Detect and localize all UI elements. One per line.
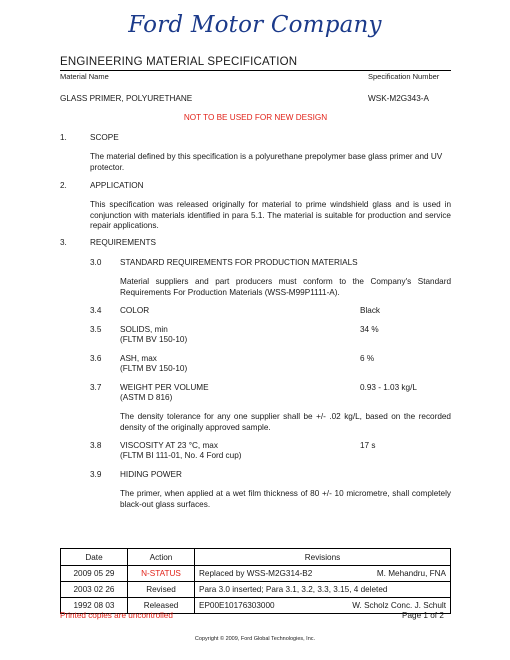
table-row <box>61 566 451 582</box>
column-header: Revisions <box>195 549 451 566</box>
section-number: 2. <box>60 181 67 190</box>
req-title: WEIGHT PER VOLUME <box>120 383 209 392</box>
revisions-table <box>60 548 451 614</box>
section-number: 1. <box>60 133 67 142</box>
req-number: 3.9 <box>90 470 102 479</box>
req-title: ASH, max <box>120 354 157 363</box>
revision-text: Para 3.0 inserted; Para 3.1, 3.2, 3.3, 3.15, 4 deleted <box>199 585 388 594</box>
req-number: 3.7 <box>90 383 102 392</box>
req-title: SOLIDS, min <box>120 325 168 334</box>
req-title: HIDING POWER <box>120 470 182 479</box>
req-number: 3.4 <box>90 306 102 315</box>
req-text: Material suppliers and part producers must conform to the Company's Standard Requirements For Production Materials (WSS-M99P1111-A). <box>120 277 451 297</box>
section-title: REQUIREMENTS <box>90 238 156 247</box>
req-number: 3.5 <box>90 325 102 334</box>
column-header: Action <box>128 549 195 566</box>
section-text: This specification was released originally for material to prime windshield glass and is used in conjunction with materials identified in para 5.1. The material is suitable for production and service repair applications. <box>90 200 451 231</box>
req-text: The primer, when applied at a wet film thickness of 80 +/- 10 micrometre, shall completely black-out glass surfaces. <box>120 489 451 509</box>
req-value: Black <box>360 306 381 315</box>
revision-cell <box>195 566 451 582</box>
uncontrolled-notice: Printed copies are uncontrolled <box>60 611 173 620</box>
req-method: (FLTM BV 150-10) <box>120 364 188 373</box>
copyright: Copyright © 2009, Ford Global Technologies, Inc. <box>194 636 316 642</box>
req-number: 3.0 <box>90 258 102 267</box>
revision-signer: W. Scholz Conc. J. Schult <box>352 601 446 610</box>
req-method: (FLTM BV 150-10) <box>120 335 188 344</box>
revision-text: EP00E10176303000 <box>199 601 275 610</box>
req-value: 0.93 - 1.03 kg/L <box>360 383 417 392</box>
req-title: VISCOSITY AT 23 °C, max <box>120 441 218 450</box>
status-warning: NOT TO BE USED FOR NEW DESIGN <box>183 113 328 122</box>
header-rule <box>60 70 451 71</box>
req-value: 6 % <box>360 354 375 363</box>
req-value: 34 % <box>360 325 379 334</box>
req-title: COLOR <box>120 306 150 315</box>
column-header: Date <box>61 549 128 566</box>
page-number: Page 1 of 2 <box>402 611 444 620</box>
section-title: APPLICATION <box>90 181 144 190</box>
req-method: (ASTM D 816) <box>120 393 173 402</box>
revision-action: N-STATUS <box>128 566 195 582</box>
revision-action: Revised <box>128 582 195 598</box>
revision-date: 2003 02 26 <box>61 582 128 598</box>
revision-signer: M. Mehandru, FNA <box>376 569 446 578</box>
material-name: GLASS PRIMER, POLYURETHANE <box>60 94 193 103</box>
ford-logo: Ford Motor Company <box>128 12 382 38</box>
revision-date: 2009 05 29 <box>61 566 128 582</box>
table-row <box>61 582 451 598</box>
revision-cell <box>195 582 451 598</box>
material-name-label: Material Name <box>60 72 109 81</box>
req-number: 3.8 <box>90 441 102 450</box>
revision-date: 1992 08 03 <box>61 598 128 614</box>
spec-number-label: Specification Number <box>368 72 440 81</box>
req-value: 17 s <box>360 441 376 450</box>
section-number: 3. <box>60 238 67 247</box>
revision-action: Released <box>128 598 195 614</box>
req-number: 3.6 <box>90 354 102 363</box>
req-title: STANDARD REQUIREMENTS FOR PRODUCTION MATERIALS <box>120 258 358 267</box>
req-method: (FLTM BI 111-01, No. 4 Ford cup) <box>120 451 242 460</box>
req-note: The density tolerance for any one supplier shall be +/- .02 kg/L, based on the recorded density of the originally approved sample. <box>120 412 451 432</box>
section-title: SCOPE <box>90 133 119 142</box>
revision-text: Replaced by WSS-M2G314-B2 <box>199 569 313 578</box>
spec-number: WSK-M2G343-A <box>368 94 429 103</box>
section-text: The material defined by this specification is a polyurethane prepolymer base glass primer and UV protector. <box>90 152 443 172</box>
spec-heading: ENGINEERING MATERIAL SPECIFICATION <box>60 56 298 68</box>
table-header-row <box>61 549 451 566</box>
